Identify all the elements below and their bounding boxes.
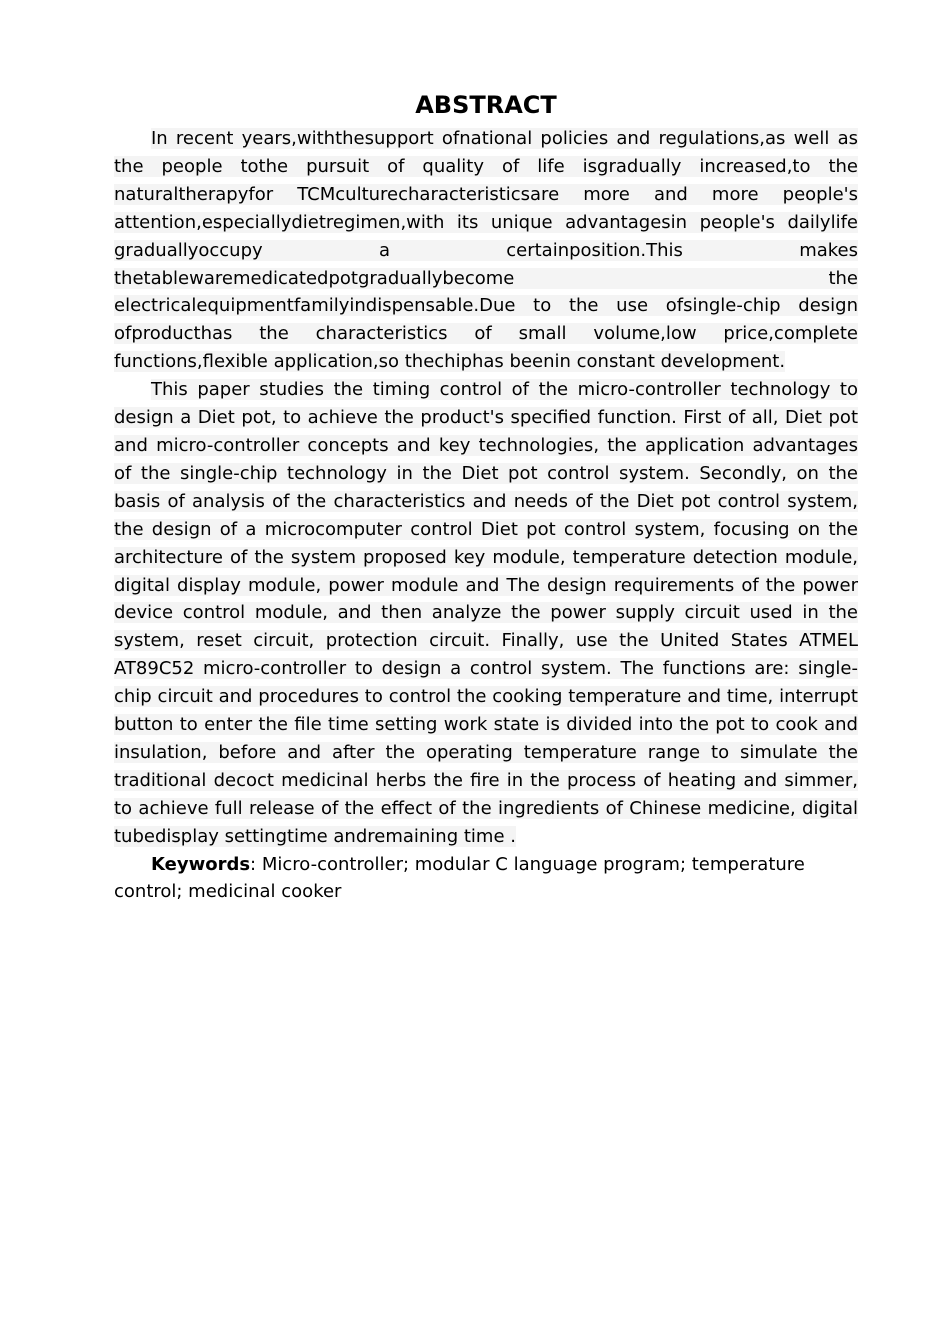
keywords-text: : Micro-controller; modular C language program; temperature control; medicinal cooker [114, 853, 805, 903]
keywords-label: Keywords [151, 853, 251, 875]
abstract-paragraph-1-text: In recent years,withthesupport ofnational policies and regulations,as well as the people tothe pursuit of quality of life isgradually increased,to the naturaltherapyfor TCMculturecharacteristicsare more and more people's attention,especiallydietregimen,with its unique advantagesin people's dailylife graduallyoccupy a certainposition.This makes thetablewaremedicatedpotgraduallybecome the electricalequipmentfamilyindispensable.Due to the use ofsingle-chip design ofproducthas the characteristics of small volume,low price,complete functions,flexible application,so thechiphas beenin constant development. [114, 128, 858, 373]
abstract-paragraph-1 [114, 125, 858, 376]
abstract-title: ABSTRACT [415, 91, 557, 119]
abstract-body [114, 125, 858, 906]
abstract-paragraph-2-text: This paper studies the timing control of the micro-controller technology to design a Diet pot, to achieve the product's specified function. First of all, Diet pot and micro-controller concepts and key technologies, the application advantages of the single-chip technology in the Diet pot control system. Secondly, on the basis of analysis of the characteristics and needs of the Diet pot control system, the design of a microcomputer control Diet pot control system, focusing on the architecture of the system proposed key module, temperature detection module, digital display module, power module and The design requirements of the power device control module, and then analyze the power supply circuit used in the system, reset circuit, protection circuit. Finally, use the United States ATMEL AT89C52 micro-controller to design a control system. The functions are: single-chip circuit and procedures to control the cooking temperature and time, interrupt button to enter the file time setting work state is divided into the pot to cook and insulation, before and after the operating temperature range to simulate the traditional decoct medicinal herbs the fire in the process of heating and simmer, to achieve full release of the effect of the ingredients of Chinese medicine, digital tubedisplay settingtime andremaining time . [114, 379, 858, 847]
abstract-paragraph-2 [114, 376, 858, 850]
keywords-line [114, 851, 858, 907]
